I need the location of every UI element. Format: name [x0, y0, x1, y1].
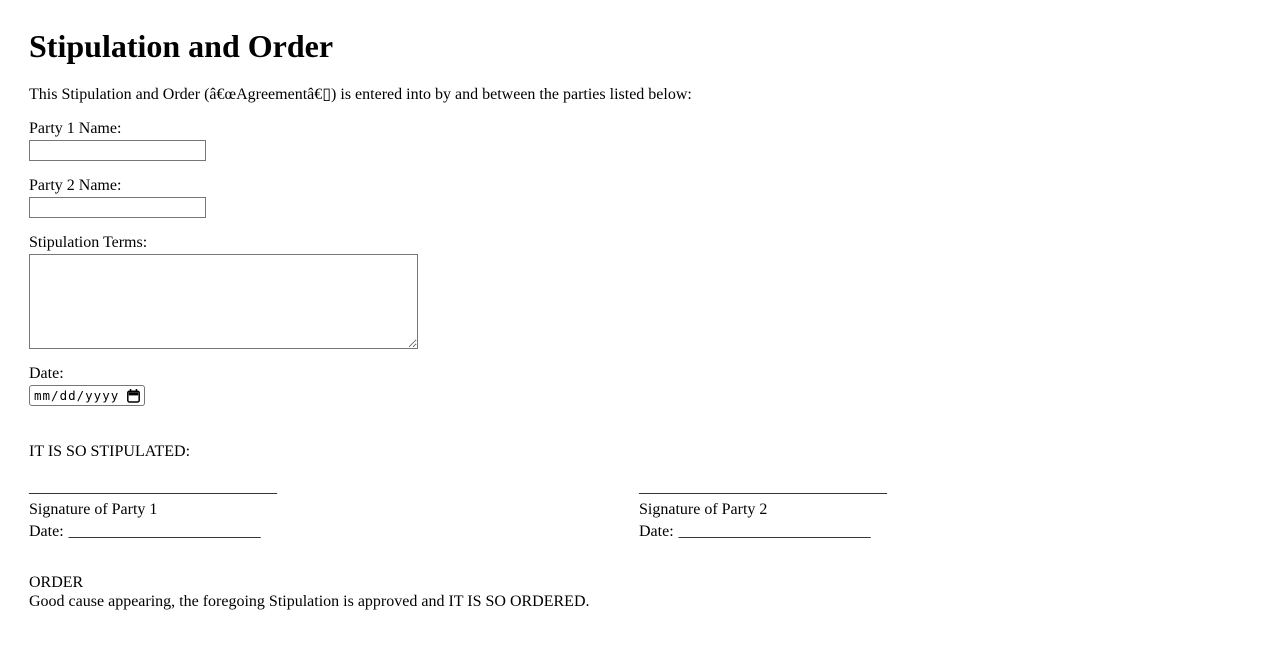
- stipulated-heading: IT IS SO STIPULATED:: [29, 443, 191, 461]
- page-title: Stipulation and Order: [29, 28, 334, 64]
- terms-group: [29, 234, 1249, 349]
- signature-date-line-party1: ________________________: [68, 523, 261, 541]
- party2-input[interactable]: [29, 197, 206, 218]
- signature-date-line-party2: ________________________: [678, 523, 871, 541]
- order-heading: ORDER: [29, 574, 84, 592]
- date-group: [29, 365, 1249, 406]
- date-label: Date:: [29, 365, 64, 383]
- date-input[interactable]: [29, 385, 145, 406]
- signature-row: [29, 477, 1249, 543]
- party2-label: Party 2 Name:: [29, 177, 122, 195]
- signature-date-label-party1: Date:: [29, 523, 64, 541]
- signature-block-party1: [29, 477, 639, 543]
- party1-input[interactable]: [29, 140, 206, 161]
- calendar-icon[interactable]: [127, 389, 140, 403]
- terms-textarea[interactable]: [29, 254, 418, 349]
- party1-group: [29, 120, 1249, 161]
- signature-block-party2: [639, 477, 1249, 543]
- date-placeholder-text: mm/dd/yyyy: [34, 388, 120, 404]
- signature-label-party2: Signature of Party 2: [639, 501, 768, 519]
- party1-label: Party 1 Name:: [29, 120, 122, 138]
- signature-date-party2: [639, 521, 1249, 543]
- terms-label: Stipulation Terms:: [29, 234, 148, 252]
- intro-paragraph: This Stipulation and Order (â€œAgreementâ€▯) is entered into by and between the parties listed below:: [29, 85, 692, 103]
- signature-date-label-party2: Date:: [639, 523, 674, 541]
- signature-date-party1: [29, 521, 639, 543]
- signature-line-party1: _______________________________: [29, 479, 277, 497]
- order-section: [29, 573, 1249, 611]
- signature-label-party1: Signature of Party 1: [29, 501, 158, 519]
- order-text: Good cause appearing, the foregoing Stipulation is approved and IT IS SO ORDERED.: [29, 593, 590, 611]
- party2-group: [29, 177, 1249, 218]
- signature-line-party2: _______________________________: [639, 479, 887, 497]
